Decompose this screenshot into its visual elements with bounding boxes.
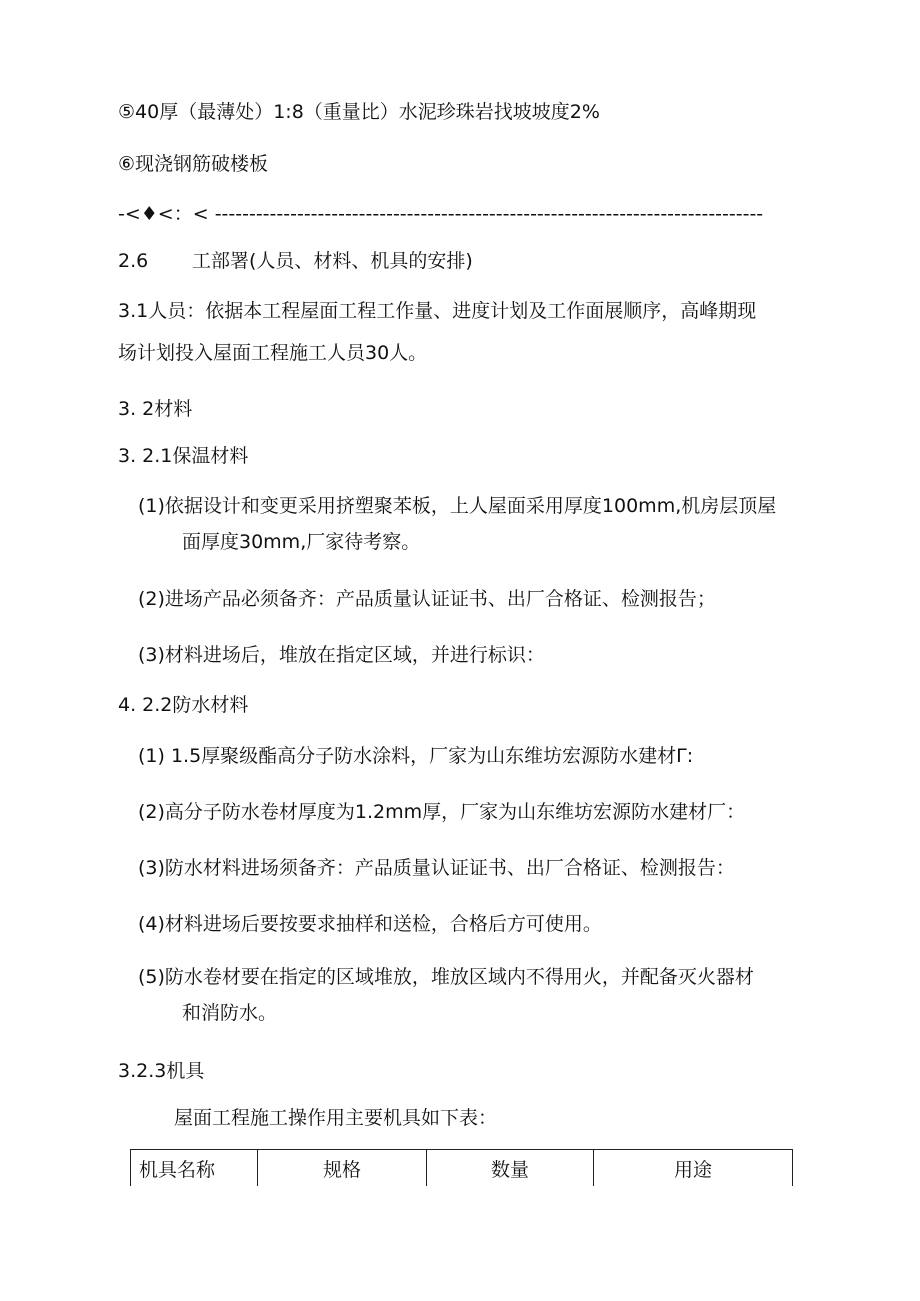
tools-heading: 3.2.3机具 xyxy=(118,1060,205,1082)
layer-6-line: ⑥现浇钢筋破楼板 xyxy=(118,153,269,175)
waterproof-item-5-line2: 和消防水。 xyxy=(182,1002,278,1024)
waterproof-heading: 4. 2.2防水材料 xyxy=(118,694,249,716)
layer-5-line: ⑤40厚（最薄处）1:8（重量比）水泥珍珠岩找坡坡度2% xyxy=(118,101,600,123)
header-usage: 用途 xyxy=(594,1150,793,1187)
waterproof-item-5-line1: (5)防水卷材要在指定的区域堆放，堆放区域内不得用火，并配备灭火器材 xyxy=(138,966,754,988)
header-tool-name: 机具名称 xyxy=(131,1150,258,1187)
header-quantity: 数量 xyxy=(427,1150,594,1187)
waterproof-item-4: (4)材料进场后要按要求抽样和送检，合格后方可使用。 xyxy=(138,913,602,935)
insulation-item-3: (3)材料进场后，堆放在指定区域，并进行标识： xyxy=(138,644,545,666)
table-header-row xyxy=(131,1150,793,1187)
insulation-item-2: (2)进场产品必须备齐：产品质量认证证书、出厂合格证、检测报告； xyxy=(138,588,716,610)
separator-line: -<♦<：< -------------------------------------------------------------------------------- xyxy=(118,203,764,225)
tools-table xyxy=(130,1149,793,1189)
section-title: 工部署(人员、材料、机具的安排) xyxy=(192,250,473,272)
waterproof-item-2: (2)高分子防水卷材厚度为1.2mm厚，厂家为山东维坊宏源防水建材厂： xyxy=(138,801,746,823)
waterproof-item-1: (1) 1.5厚聚级酯高分子防水涂料，厂家为山东维坊宏源防水建材Γ: xyxy=(138,745,694,767)
insulation-heading: 3. 2.1保温材料 xyxy=(118,445,249,467)
section-number: 2.6 xyxy=(118,250,149,272)
waterproof-item-3: (3)防水材料进场须备齐：产品质量认证证书、出厂合格证、检测报告： xyxy=(138,857,735,879)
tools-intro: 屋面工程施工操作用主要机具如下表： xyxy=(174,1107,498,1129)
header-spec: 规格 xyxy=(258,1150,427,1187)
insulation-item-1-line1: (1)依据设计和变更采用挤塑聚苯板，上人屋面采用厚度100mm,机房层顶屋 xyxy=(138,495,777,517)
materials-heading: 3. 2材料 xyxy=(118,398,193,420)
personnel-paragraph-line1: 3.1人员：依据本工程屋面工程工作量、进度计划及工作面展顺序，高峰期现 xyxy=(118,300,757,322)
personnel-paragraph-line2: 场计划投入屋面工程施工人员30人。 xyxy=(118,342,428,364)
insulation-item-1-line2: 面厚度30mm,厂家待考察。 xyxy=(182,531,421,553)
